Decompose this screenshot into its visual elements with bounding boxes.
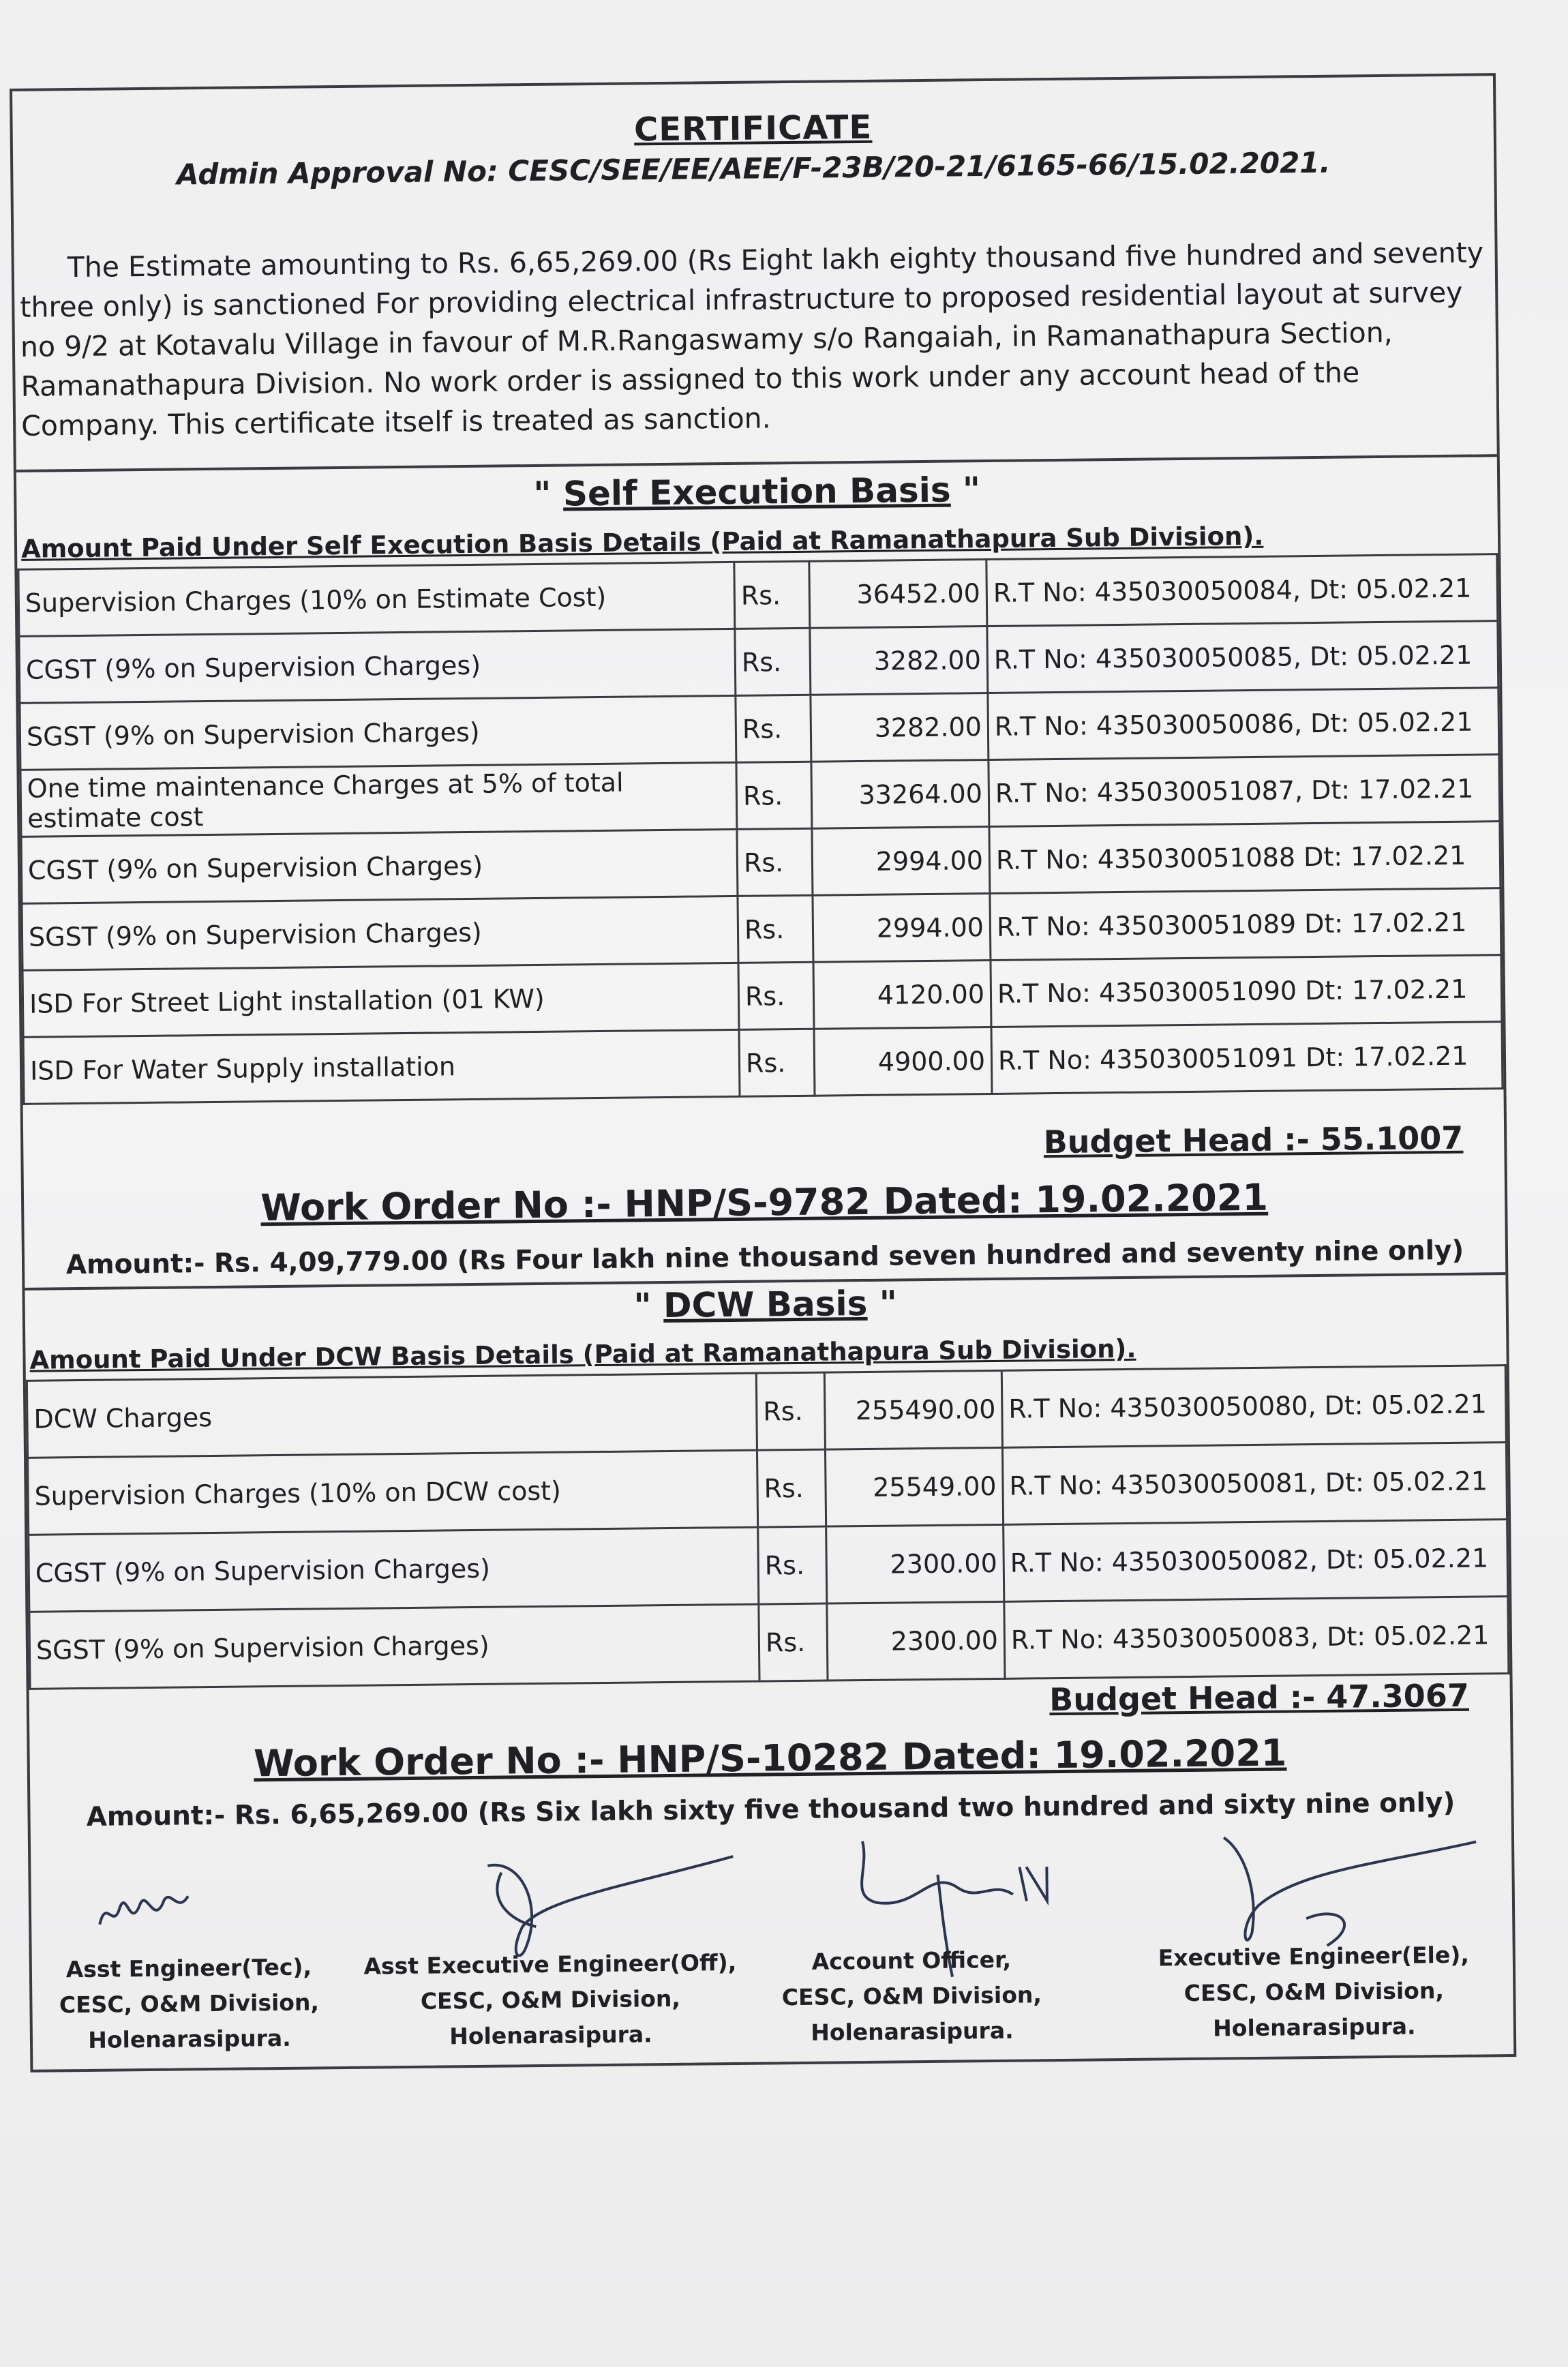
table-row	[27, 1366, 1506, 1458]
signatory-executive-engineer	[1136, 1937, 1492, 2047]
signatory-role: Asst Executive Engineer(Off),	[363, 1948, 737, 1980]
row-amount: 36452.00	[809, 560, 987, 629]
row-currency: Rs.	[738, 962, 814, 1029]
row-currency: Rs.	[759, 1603, 828, 1681]
row-receipt: R.T No: 435030051090 Dt: 17.02.21	[991, 955, 1502, 1027]
signatory-org: CESC, O&M Division,	[1183, 1977, 1445, 2007]
row-currency: Rs.	[739, 1029, 815, 1096]
admin-approval-number: Admin Approval No: CESC/SEE/EE/AEE/F-23B/20-21/6165-66/15.02.2021.	[176, 145, 1331, 192]
signatory-place: Holenarasipura.	[811, 2017, 1014, 2046]
row-currency: Rs.	[736, 762, 812, 829]
work-order-dcw: Work Order No :- HNP/S-10282 Dated: 19.02.2021	[253, 1731, 1287, 1785]
certificate-title: CERTIFICATE	[633, 108, 873, 149]
budget-head-dcw: Budget Head :- 47.3067	[1049, 1676, 1470, 1719]
table-row	[28, 1443, 1507, 1535]
sanction-paragraph: The Estimate amounting to Rs. 6,65,269.00 (Rs Eight lakh eighty thousand five hundred and seventy three only) is sanctioned For providing electrical infrastructure to proposed residential layout at survey no 9/2 at Kotavalu Village in favour of M.R.Rangaswamy s/o Rangaiah, in Ramanathapura Section, Ramanathapura Division. No work order is assigned to this work under any account head of the Company. This certificate itself is treated as sanction.	[20, 236, 1484, 442]
signatory-org: CESC, O&M Division,	[781, 1981, 1042, 2011]
close-quote: "	[962, 470, 981, 510]
row-amount: 4120.00	[813, 961, 991, 1029]
row-amount: 255490.00	[824, 1370, 1002, 1449]
budget-head-self: Budget Head :- 55.1007	[1043, 1119, 1464, 1161]
row-receipt: R.T No: 435030050085, Dt: 05.02.21	[987, 621, 1498, 693]
row-currency: Rs.	[737, 828, 813, 896]
row-description: SGST (9% on Supervision Charges)	[29, 1604, 759, 1689]
row-description: SGST (9% on Supervision Charges)	[22, 896, 738, 970]
signature-scribble	[92, 1875, 202, 1952]
self-execution-subheading: Amount Paid Under Self Execution Basis Details (Paid at Ramanathapura Sub Division).	[20, 521, 1264, 564]
row-amount: 2994.00	[812, 827, 990, 896]
row-receipt: R.T No: 435030050080, Dt: 05.02.21	[1001, 1366, 1506, 1448]
row-amount: 2300.00	[826, 1524, 1004, 1603]
row-description: CGST (9% on Supervision Charges)	[19, 629, 736, 703]
row-description: Supervision Charges (10% on Estimate Cost)	[18, 562, 735, 636]
row-amount: 2300.00	[827, 1601, 1005, 1680]
row-description: SGST (9% on Supervision Charges)	[20, 695, 736, 770]
signatory-role: Account Officer,	[811, 1946, 1012, 1975]
row-amount: 3282.00	[811, 693, 989, 762]
signatory-asst-engineer	[52, 1949, 327, 2058]
self-execution-table	[17, 553, 1503, 1105]
row-amount: 33264.00	[811, 760, 989, 829]
row-receipt: R.T No: 435030051087, Dt: 17.02.21	[989, 755, 1500, 827]
open-quote: "	[633, 1286, 652, 1326]
row-amount: 3282.00	[810, 627, 988, 695]
row-description: CGST (9% on Supervision Charges)	[29, 1527, 759, 1612]
row-amount: 25549.00	[825, 1447, 1003, 1526]
work-order-self: Work Order No :- HNP/S-9782 Dated: 19.02.2021	[260, 1175, 1269, 1230]
row-receipt: R.T No: 435030050082, Dt: 05.02.21	[1004, 1520, 1508, 1602]
signatory-place: Holenarasipura.	[88, 2024, 291, 2053]
row-currency: Rs.	[757, 1449, 826, 1527]
row-receipt: R.T No: 435030051089 Dt: 17.02.21	[990, 888, 1501, 961]
row-description: One time maintenance Charges at 5% of total estimate cost	[20, 762, 737, 836]
row-receipt: R.T No: 435030051088 Dt: 17.02.21	[989, 821, 1501, 894]
row-receipt: R.T No: 435030050084, Dt: 05.02.21	[986, 554, 1498, 627]
signatory-place: Holenarasipura.	[1212, 2012, 1416, 2042]
signatory-asst-exec-engineer	[352, 1945, 749, 2055]
row-currency: Rs.	[756, 1372, 825, 1450]
row-receipt: R.T No: 435030050086, Dt: 05.02.21	[988, 688, 1499, 760]
amount-dcw: Amount:- Rs. 6,65,269.00 (Rs Six lakh sixty five thousand two hundred and sixty nine only)	[86, 1787, 1456, 1833]
dcw-title: DCW Basis	[663, 1283, 868, 1326]
row-description: Supervision Charges (10% on DCW cost)	[28, 1450, 758, 1535]
row-receipt: R.T No: 435030050081, Dt: 05.02.21	[1002, 1443, 1507, 1525]
table-row	[29, 1597, 1509, 1689]
signatory-place: Holenarasipura.	[449, 2021, 652, 2050]
signatory-role: Executive Engineer(Ele),	[1158, 1941, 1470, 1972]
row-description: CGST (9% on Supervision Charges)	[21, 829, 738, 903]
close-quote: "	[879, 1283, 898, 1323]
row-amount: 4900.00	[814, 1027, 992, 1096]
signatory-org: CESC, O&M Division,	[59, 1989, 320, 2019]
table-row	[29, 1520, 1508, 1612]
self-execution-title: Self Execution Basis	[562, 470, 951, 514]
signatory-account-officer	[768, 1942, 1056, 2051]
row-currency: Rs.	[735, 628, 811, 695]
row-amount: 2994.00	[813, 894, 991, 963]
row-description: ISD For Water Supply installation	[23, 1029, 740, 1104]
amount-self: Amount:- Rs. 4,09,779.00 (Rs Four lakh nine thousand seven hundred and seventy nine only)	[65, 1235, 1464, 1281]
row-receipt: R.T No: 435030050083, Dt: 05.02.21	[1004, 1597, 1509, 1679]
row-currency: Rs.	[734, 561, 810, 629]
dcw-table	[26, 1364, 1510, 1690]
signatory-role: Asst Engineer(Tec),	[65, 1953, 312, 1983]
dcw-subheading: Amount Paid Under DCW Basis Details (Paid at Ramanathapura Sub Division).	[29, 1333, 1136, 1375]
row-currency: Rs.	[738, 895, 813, 963]
row-description: DCW Charges	[27, 1373, 757, 1458]
row-description: ISD For Street Light installation (01 KW)	[22, 963, 739, 1037]
certificate-box	[10, 73, 1516, 2072]
row-currency: Rs.	[758, 1526, 827, 1604]
open-quote: "	[533, 474, 552, 514]
signatory-org: CESC, O&M Division,	[420, 1985, 681, 2015]
row-currency: Rs.	[736, 695, 811, 762]
self-execution-heading	[16, 464, 1497, 519]
row-receipt: R.T No: 435030051091 Dt: 17.02.21	[991, 1022, 1503, 1094]
